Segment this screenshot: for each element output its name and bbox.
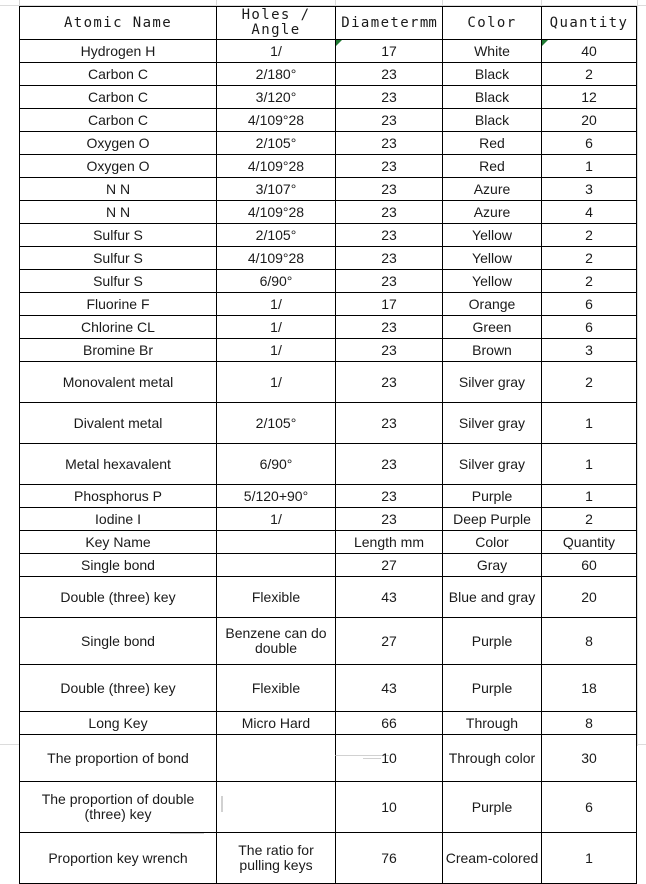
table-row xyxy=(20,362,637,403)
cell-holes[interactable]: 4/109°28 xyxy=(217,109,336,132)
cell-name[interactable]: Carbon C xyxy=(20,109,217,132)
cell-qty[interactable]: 2 xyxy=(542,63,637,86)
cell-holes[interactable]: 2/105° xyxy=(217,224,336,247)
cell-qty[interactable]: 8 xyxy=(542,712,637,735)
column-header-name[interactable]: Atomic Name xyxy=(20,7,217,40)
cell-qty[interactable]: 18 xyxy=(542,665,637,712)
cell-dia[interactable]: 23 xyxy=(336,270,443,293)
cell-dia[interactable]: 23 xyxy=(336,339,443,362)
cell-holes[interactable] xyxy=(217,782,336,833)
cell-name[interactable]: Long Key xyxy=(20,712,217,735)
cell-holes[interactable]: 1/ xyxy=(217,316,336,339)
table-row xyxy=(20,293,637,316)
cell-dia[interactable]: 23 xyxy=(336,109,443,132)
cell-holes[interactable]: Flexible xyxy=(217,577,336,618)
table-row xyxy=(20,224,637,247)
cell-name[interactable]: Sulfur S xyxy=(20,224,217,247)
cell-qty[interactable]: 30 xyxy=(542,735,637,782)
cell-name[interactable]: Double (three) key xyxy=(20,577,217,618)
cell-holes[interactable]: 3/107° xyxy=(217,178,336,201)
cell-name[interactable]: The proportion of double (three) key xyxy=(20,782,217,833)
table-row xyxy=(20,86,637,109)
cell-qty[interactable]: 1 xyxy=(542,485,637,508)
cell-color[interactable]: Yellow xyxy=(443,224,542,247)
cell-holes[interactable]: 4/109°28 xyxy=(217,247,336,270)
cell-color[interactable]: Silver gray xyxy=(443,444,542,485)
cell-qty[interactable]: 2 xyxy=(542,508,637,531)
cell-color[interactable]: Yellow xyxy=(443,247,542,270)
section-header-holes[interactable] xyxy=(217,531,336,554)
column-header-qty[interactable]: Quantity xyxy=(542,7,637,40)
cell-dia[interactable]: 10 xyxy=(336,782,443,833)
cell-name[interactable]: Bromine Br xyxy=(20,339,217,362)
cell-qty[interactable]: 2 xyxy=(542,270,637,293)
cell-qty[interactable]: 60 xyxy=(542,554,637,577)
cell-color[interactable]: Deep Purple xyxy=(443,508,542,531)
cell-holes[interactable]: 2/105° xyxy=(217,132,336,155)
cell-dia[interactable]: 23 xyxy=(336,224,443,247)
cell-holes[interactable]: 2/180° xyxy=(217,63,336,86)
cell-qty[interactable]: 1 xyxy=(542,833,637,884)
cell-dia[interactable]: 23 xyxy=(336,86,443,109)
cell-color[interactable]: Black xyxy=(443,63,542,86)
cell-holes[interactable] xyxy=(217,735,336,782)
cell-holes[interactable]: 2/105° xyxy=(217,403,336,444)
column-header-holes[interactable]: Holes / Angle xyxy=(217,7,336,40)
cell-error-flag-icon xyxy=(336,40,342,46)
cell-name[interactable]: Oxygen O xyxy=(20,132,217,155)
table-row xyxy=(20,270,637,293)
table-row xyxy=(20,508,637,531)
cell-holes[interactable]: Micro Hard xyxy=(217,712,336,735)
table-row xyxy=(20,665,637,712)
column-header-unit-text: mm xyxy=(419,14,437,31)
cell-name[interactable]: Fluorine F xyxy=(20,293,217,316)
cell-dia[interactable]: 27 xyxy=(336,618,443,665)
cell-color[interactable]: White xyxy=(443,40,542,63)
cell-dia[interactable]: 66 xyxy=(336,712,443,735)
cell-holes[interactable]: 5/120+90° xyxy=(217,485,336,508)
column-header-diameter-text: Diameter xyxy=(341,14,420,31)
cell-error-flag-icon xyxy=(542,40,548,46)
cell-color[interactable]: Blue and gray xyxy=(443,577,542,618)
table-row xyxy=(20,618,637,665)
cell-holes[interactable]: 6/90° xyxy=(217,270,336,293)
cell-qty[interactable]: 20 xyxy=(542,109,637,132)
cell-color[interactable]: Brown xyxy=(443,339,542,362)
cell-holes[interactable]: 3/120° xyxy=(217,86,336,109)
table-row xyxy=(20,201,637,224)
table-row xyxy=(20,403,637,444)
cell-dia[interactable]: 17 xyxy=(336,40,443,63)
section-header-color[interactable]: Color xyxy=(443,531,542,554)
cell-color[interactable]: Gray xyxy=(443,554,542,577)
cell-dia[interactable]: 23 xyxy=(336,403,443,444)
scan-artifact xyxy=(221,796,223,812)
cell-holes[interactable]: 1/ xyxy=(217,362,336,403)
table-row xyxy=(20,554,637,577)
table-row xyxy=(20,247,637,270)
cell-holes[interactable]: Flexible xyxy=(217,665,336,712)
cell-holes[interactable]: 1/ xyxy=(217,508,336,531)
cell-dia[interactable]: 23 xyxy=(336,444,443,485)
cell-color[interactable]: Through color xyxy=(443,735,542,782)
cell-qty[interactable]: 2 xyxy=(542,247,637,270)
cell-holes[interactable]: The ratio for pulling keys xyxy=(217,833,336,884)
table-row xyxy=(20,577,637,618)
cell-dia[interactable]: 23 xyxy=(336,247,443,270)
table-row xyxy=(20,132,637,155)
cell-name[interactable]: N N xyxy=(20,201,217,224)
cell-holes[interactable]: 6/90° xyxy=(217,444,336,485)
cell-dia[interactable]: 23 xyxy=(336,485,443,508)
cell-dia[interactable]: 27 xyxy=(336,554,443,577)
cell-dia[interactable]: 23 xyxy=(336,178,443,201)
cell-qty[interactable]: 1 xyxy=(542,403,637,444)
cell-color[interactable]: Purple xyxy=(443,485,542,508)
cell-holes[interactable]: 4/109°28 xyxy=(217,201,336,224)
section-header-name[interactable]: Key Name xyxy=(20,531,217,554)
cell-dia[interactable]: 17 xyxy=(336,293,443,316)
cell-name[interactable]: Iodine I xyxy=(20,508,217,531)
cell-color[interactable]: Azure xyxy=(443,178,542,201)
cell-dia[interactable]: 43 xyxy=(336,577,443,618)
cell-color[interactable]: Cream-colored xyxy=(443,833,542,884)
cell-qty[interactable]: 4 xyxy=(542,201,637,224)
cell-name[interactable]: Sulfur S xyxy=(20,247,217,270)
column-header-color[interactable]: Color xyxy=(443,7,542,40)
table-body xyxy=(20,7,637,884)
scan-artifact xyxy=(170,833,204,834)
cell-color[interactable]: Azure xyxy=(443,201,542,224)
cell-name[interactable]: Phosphorus P xyxy=(20,485,217,508)
cell-color[interactable]: Purple xyxy=(443,618,542,665)
cell-qty[interactable]: 2 xyxy=(542,362,637,403)
cell-color[interactable]: Black xyxy=(443,86,542,109)
cell-qty[interactable]: 6 xyxy=(542,316,637,339)
parts-inventory-table xyxy=(19,6,637,884)
cell-dia[interactable]: 23 xyxy=(336,63,443,86)
table-row xyxy=(20,485,637,508)
table-row xyxy=(20,109,637,132)
table-row xyxy=(20,833,637,884)
cell-name[interactable]: Metal hexavalent xyxy=(20,444,217,485)
table-row xyxy=(20,712,637,735)
cell-qty[interactable]: 6 xyxy=(542,293,637,316)
table-row xyxy=(20,63,637,86)
cell-color[interactable]: Silver gray xyxy=(443,403,542,444)
cell-name[interactable]: Divalent metal xyxy=(20,403,217,444)
cell-holes[interactable] xyxy=(217,554,336,577)
cell-qty[interactable]: 3 xyxy=(542,339,637,362)
cell-qty[interactable]: 1 xyxy=(542,155,637,178)
cell-dia[interactable]: 23 xyxy=(336,316,443,339)
cell-name[interactable]: Hydrogen H xyxy=(20,40,217,63)
section-header-dia[interactable]: Length mm xyxy=(336,531,443,554)
table-row xyxy=(20,735,637,782)
table-row xyxy=(20,316,637,339)
table-row xyxy=(20,782,637,833)
cell-qty[interactable]: 12 xyxy=(542,86,637,109)
cell-name[interactable]: Carbon C xyxy=(20,63,217,86)
cell-color[interactable]: Yellow xyxy=(443,270,542,293)
column-header-dia[interactable] xyxy=(336,7,443,40)
table-header-row xyxy=(20,7,637,40)
cell-holes[interactable]: 1/ xyxy=(217,293,336,316)
cell-dia[interactable]: 23 xyxy=(336,132,443,155)
cell-name[interactable]: Proportion key wrench xyxy=(20,833,217,884)
cell-name[interactable]: Double (three) key xyxy=(20,665,217,712)
table-row xyxy=(20,178,637,201)
cell-dia[interactable]: 43 xyxy=(336,665,443,712)
table-row xyxy=(20,155,637,178)
cell-color[interactable]: Red xyxy=(443,155,542,178)
table-row xyxy=(20,444,637,485)
cell-name[interactable]: Single bond xyxy=(20,618,217,665)
cell-color[interactable]: Black xyxy=(443,109,542,132)
cell-holes[interactable]: 1/ xyxy=(217,40,336,63)
cell-name[interactable]: The proportion of bond xyxy=(20,735,217,782)
cell-qty[interactable]: 1 xyxy=(542,444,637,485)
cell-qty[interactable]: 6 xyxy=(542,782,637,833)
cell-name[interactable]: N N xyxy=(20,178,217,201)
cell-qty[interactable]: 40 xyxy=(542,40,637,63)
cell-name[interactable]: Sulfur S xyxy=(20,270,217,293)
cell-holes[interactable]: 1/ xyxy=(217,339,336,362)
cell-holes[interactable]: Benzene can do double xyxy=(217,618,336,665)
cell-color[interactable]: Silver gray xyxy=(443,362,542,403)
cell-qty[interactable]: 3 xyxy=(542,178,637,201)
cell-name[interactable]: Carbon C xyxy=(20,86,217,109)
cell-dia[interactable]: 23 xyxy=(336,508,443,531)
cell-name[interactable]: Monovalent metal xyxy=(20,362,217,403)
cell-dia[interactable]: 76 xyxy=(336,833,443,884)
cell-color[interactable]: Purple xyxy=(443,665,542,712)
cell-holes[interactable]: 4/109°28 xyxy=(217,155,336,178)
table-row xyxy=(20,40,637,63)
cell-dia[interactable]: 23 xyxy=(336,362,443,403)
cell-name[interactable]: Oxygen O xyxy=(20,155,217,178)
cell-color[interactable]: Red xyxy=(443,132,542,155)
cell-color[interactable]: Through xyxy=(443,712,542,735)
cell-qty[interactable]: 6 xyxy=(542,132,637,155)
section-header-qty[interactable]: Quantity xyxy=(542,531,637,554)
cell-color[interactable]: Orange xyxy=(443,293,542,316)
cell-dia[interactable]: 23 xyxy=(336,155,443,178)
cell-name[interactable]: Single bond xyxy=(20,554,217,577)
section-header-row xyxy=(20,531,637,554)
cell-dia[interactable]: 23 xyxy=(336,201,443,224)
cell-color[interactable]: Purple xyxy=(443,782,542,833)
parts-inventory-table-container xyxy=(19,6,636,884)
cell-dia[interactable]: 10 xyxy=(336,735,443,782)
cell-name[interactable]: Chlorine CL xyxy=(20,316,217,339)
cell-color[interactable]: Green xyxy=(443,316,542,339)
cell-qty[interactable]: 2 xyxy=(542,224,637,247)
cell-qty[interactable]: 20 xyxy=(542,577,637,618)
cell-qty[interactable]: 8 xyxy=(542,618,637,665)
table-row xyxy=(20,339,637,362)
